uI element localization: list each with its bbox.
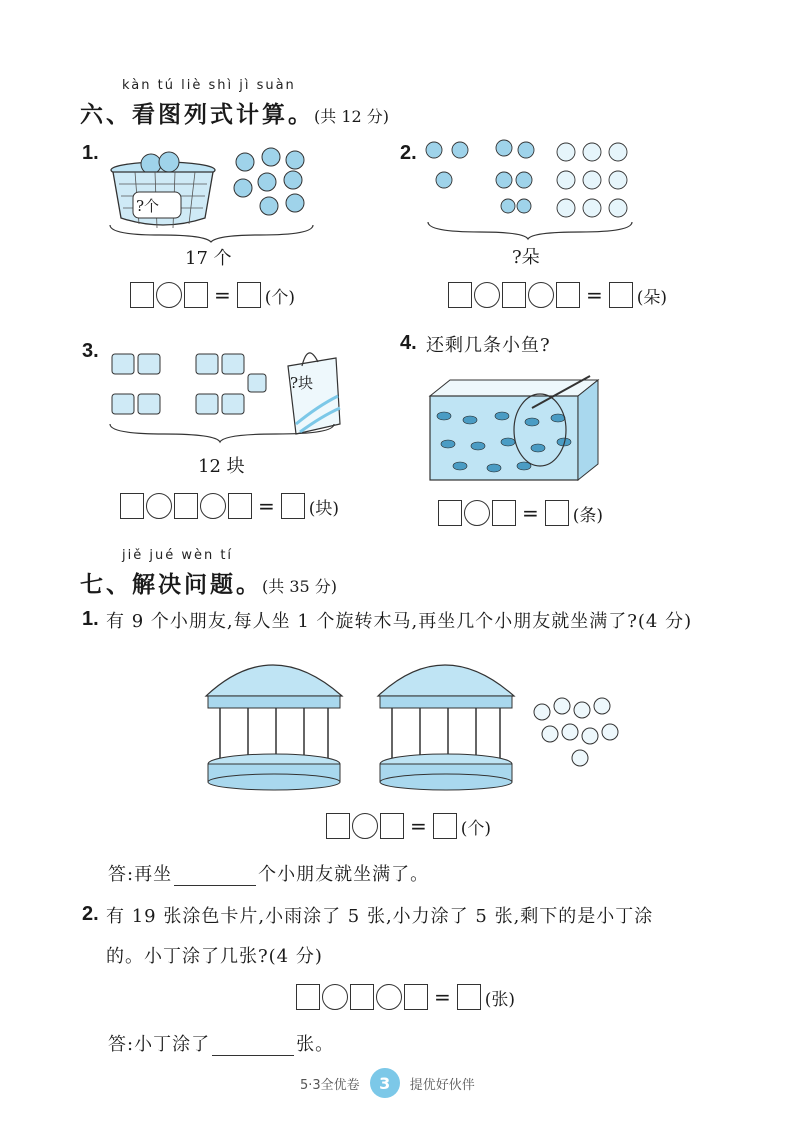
basket-label: ?个 [136, 197, 160, 215]
q7-2-answer [108, 1030, 334, 1056]
basket-icon [111, 152, 215, 228]
answer-box[interactable] [556, 282, 580, 308]
section7-title [80, 566, 337, 599]
q7-1-equation [326, 813, 491, 839]
answer-box[interactable] [448, 282, 472, 308]
section7-title-text: 七、解决问题。 [80, 571, 262, 598]
carousel-icon [378, 665, 514, 790]
answer-box[interactable] [228, 493, 252, 519]
q6-3-equation [120, 493, 339, 519]
equals-sign: = [586, 283, 603, 307]
answer-box[interactable] [438, 500, 462, 526]
q6-1-equation [130, 282, 295, 308]
unit-label: (个) [460, 818, 492, 839]
unit-label: (条) [572, 505, 604, 526]
flowers-icon [426, 140, 534, 213]
q7-2-text-line2: 的。小丁涂了几张?(4 分) [106, 946, 323, 967]
q7-1-answer [108, 860, 429, 886]
q6-4-number: 4. [400, 332, 417, 354]
gift-bag-icon [288, 353, 340, 434]
page-footer [300, 1068, 475, 1098]
operator-circle[interactable] [474, 282, 500, 308]
section6-pinyin: kàn tú liè shì jì suàn [122, 78, 296, 93]
q6-1-illustration [105, 140, 320, 245]
operator-circle[interactable] [352, 813, 378, 839]
section7-score: (共 35 分) [262, 577, 338, 596]
carousel-icon [206, 665, 342, 790]
outline-flowers-icon [557, 143, 627, 217]
q6-2-equation [448, 282, 667, 308]
q6-2-illustration [420, 136, 640, 241]
answer-box[interactable] [184, 282, 208, 308]
footer-brand: 5·3全优卷 [300, 1077, 360, 1093]
q7-1-illustration [200, 640, 630, 800]
equals-sign: = [522, 501, 539, 525]
section6-title [80, 96, 389, 129]
answer-box[interactable] [350, 984, 374, 1010]
answer-prefix: 答:再坐 [108, 864, 173, 885]
q7-1-text: 有 9 个小朋友,每人坐 1 个旋转木马,再坐几个小朋友就坐满了?(4 分) [106, 611, 693, 632]
answer-box[interactable] [433, 813, 457, 839]
q6-3-caption: 12 块 [198, 456, 245, 477]
section7-pinyin: jiě jué wèn tí [122, 548, 234, 563]
operator-circle[interactable] [376, 984, 402, 1010]
section6-score: (共 12 分) [314, 107, 390, 126]
unit-label: (块) [308, 498, 340, 519]
answer-blank[interactable] [212, 1035, 294, 1056]
answer-suffix: 张。 [296, 1034, 335, 1055]
unit-label: (朵) [636, 287, 668, 308]
equals-sign: = [258, 494, 275, 518]
q6-4-equation [438, 500, 603, 526]
operator-circle[interactable] [528, 282, 554, 308]
answer-box[interactable] [130, 282, 154, 308]
children-icon [534, 698, 618, 766]
q6-2-number: 2. [400, 142, 417, 164]
answer-box[interactable] [326, 813, 350, 839]
answer-box[interactable] [120, 493, 144, 519]
answer-box[interactable] [492, 500, 516, 526]
answer-box[interactable] [609, 282, 633, 308]
answer-box[interactable] [404, 984, 428, 1010]
answer-blank[interactable] [174, 865, 256, 886]
operator-circle[interactable] [464, 500, 490, 526]
cakes-icon [112, 354, 266, 414]
equals-sign: = [214, 283, 231, 307]
bag-label: ?块 [290, 374, 314, 392]
q6-1-number: 1. [82, 142, 99, 164]
operator-circle[interactable] [146, 493, 172, 519]
answer-box[interactable] [237, 282, 261, 308]
answer-prefix: 答:小丁涂了 [108, 1034, 211, 1055]
unit-label: (个) [264, 287, 296, 308]
answer-box[interactable] [457, 984, 481, 1010]
answer-suffix: 个小朋友就坐满了。 [258, 864, 430, 885]
answer-box[interactable] [502, 282, 526, 308]
q7-2-number: 2. [82, 903, 99, 925]
page-number: 3 [370, 1068, 400, 1098]
equals-sign: = [410, 814, 427, 838]
answer-box[interactable] [281, 493, 305, 519]
answer-box[interactable] [545, 500, 569, 526]
equals-sign: = [434, 985, 451, 1009]
q7-2-text-line1: 有 19 张涂色卡片,小雨涂了 5 张,小力涂了 5 张,剩下的是小丁涂 [106, 906, 654, 927]
footer-slogan: 提优好伙伴 [409, 1077, 475, 1093]
answer-box[interactable] [174, 493, 198, 519]
operator-circle[interactable] [156, 282, 182, 308]
apples-icon [234, 148, 304, 215]
q6-4-illustration [422, 368, 622, 488]
q6-1-caption: 17 个 [185, 248, 232, 269]
operator-circle[interactable] [322, 984, 348, 1010]
operator-circle[interactable] [200, 493, 226, 519]
section6-title-text: 六、看图列式计算。 [80, 101, 314, 128]
answer-box[interactable] [380, 813, 404, 839]
q7-2-equation [296, 984, 515, 1010]
answer-box[interactable] [296, 984, 320, 1010]
q6-2-caption: ?朵 [512, 247, 540, 268]
unit-label: (张) [484, 989, 516, 1010]
q6-4-text: 还剩几条小鱼? [426, 335, 551, 356]
q7-1-number: 1. [82, 608, 99, 630]
q6-3-number: 3. [82, 340, 99, 362]
